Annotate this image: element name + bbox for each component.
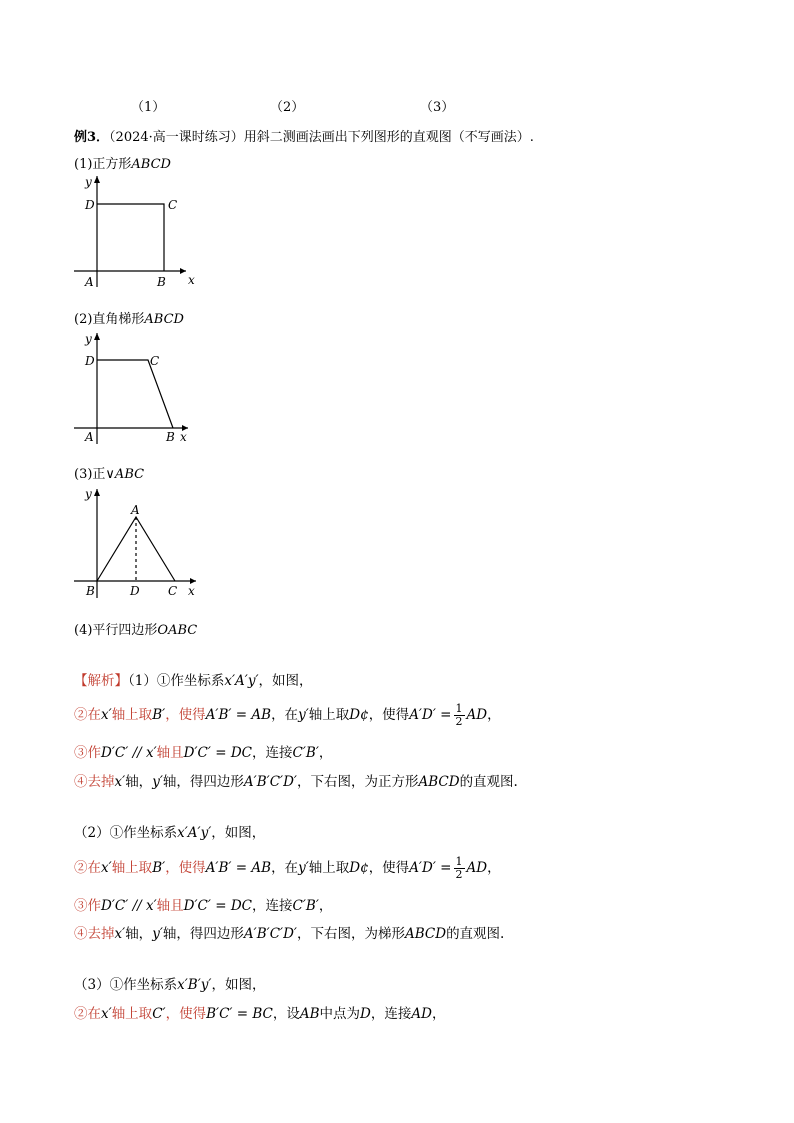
- example-heading: [74, 126, 534, 145]
- label-C: C: [150, 354, 160, 368]
- part-2-prefix: (2)直角梯形: [74, 312, 145, 327]
- label-y: y: [85, 487, 92, 501]
- part-3-name: ∨ABC: [105, 467, 145, 482]
- solution-2-line-4: ④去掉x′轴，y′轴，得四边形A′B′C′D′，下右图，为梯形ABCD的直观图.: [74, 926, 505, 942]
- part-4-name: OABC: [157, 623, 198, 638]
- label-y: y: [85, 175, 92, 189]
- label-A: A: [131, 503, 140, 517]
- y-axis-arrow: [94, 333, 100, 340]
- label-B: B: [157, 275, 166, 289]
- example-number: 例3．: [74, 130, 110, 145]
- label-B: B: [166, 430, 175, 444]
- x-axis-arrow: [180, 268, 186, 274]
- fraction-half: $\frac{1}{2}$: [455, 702, 463, 728]
- part-2-title: [74, 308, 184, 327]
- label-x: x: [188, 584, 195, 598]
- label-A: A: [85, 275, 94, 289]
- figure-trapezoid: [68, 328, 198, 446]
- part-1-title: [74, 153, 171, 172]
- solution-tag: 【解析】: [74, 673, 128, 689]
- example-text: （2024·高一课时练习）用斜二测画法画出下列图形的直观图（不写画法）.: [109, 130, 534, 145]
- figure-label-3: （3）: [420, 100, 455, 115]
- label-y: y: [85, 332, 92, 346]
- square-sides: [97, 204, 164, 271]
- figure-triangle: [68, 484, 203, 602]
- solution-1-line-1: 【解析】（1）①作坐标系x′A′y′，如图，: [74, 673, 313, 689]
- part-4-prefix: (4)平行四边形: [74, 623, 158, 638]
- y-axis-arrow: [94, 489, 100, 496]
- solution-2-line-2: ②在x′轴上取B′，使得A′B′ = AB，在y′轴上取D¢，使得A′D′ = $\frac{1}{2}$ AD，: [74, 855, 501, 881]
- part-3-title: [74, 463, 144, 482]
- label-D: D: [85, 198, 95, 212]
- label-D: D: [130, 584, 140, 598]
- label-B: B: [86, 584, 95, 598]
- part-1-name: ABCD: [131, 157, 171, 172]
- solution-2-line-1: （2）①作坐标系x′A′y′，如图，: [74, 825, 266, 841]
- solution-3-line-1: （3）①作坐标系x′B′y′，如图，: [74, 977, 266, 993]
- figure-square: [68, 172, 198, 290]
- part-2-name: ABCD: [144, 312, 184, 327]
- label-C: C: [168, 198, 178, 212]
- figure-label-2: （2）: [270, 100, 305, 115]
- solution-2-line-3: ③作D′C′ // x′轴且D′C′ = DC，连接C′B′，: [74, 898, 333, 914]
- solution-1-line-2: ②在x′轴上取B′，使得A′B′ = AB，在y′轴上取D¢，使得A′D′ = $\frac{1}{2}$ AD，: [74, 702, 501, 728]
- label-C: C: [168, 584, 178, 598]
- solution-3-line-2: ②在x′轴上取C′，使得B′C′ = BC，设AB中点为D，连接AD，: [74, 1006, 446, 1022]
- part-1-prefix: (1)正方形: [74, 157, 132, 172]
- part-4-title: [74, 619, 197, 638]
- label-D: D: [85, 354, 95, 368]
- solution-1-line-4: ④去掉x′轴，y′轴，得四边形A′B′C′D′，下右图，为正方形ABCD的直观图.: [74, 774, 518, 790]
- label-x: x: [180, 430, 187, 444]
- solution-1-line-3: ③作D′C′ // x′轴且D′C′ = DC，连接C′B′，: [74, 745, 333, 761]
- figure-label-1: （1）: [131, 100, 166, 115]
- part-3-prefix: (3)正: [74, 467, 106, 482]
- fraction-half: $\frac{1}{2}$: [455, 855, 463, 881]
- label-x: x: [188, 273, 195, 287]
- trapezoid-sides: [97, 360, 173, 428]
- y-axis-arrow: [94, 176, 100, 183]
- label-A: A: [85, 430, 94, 444]
